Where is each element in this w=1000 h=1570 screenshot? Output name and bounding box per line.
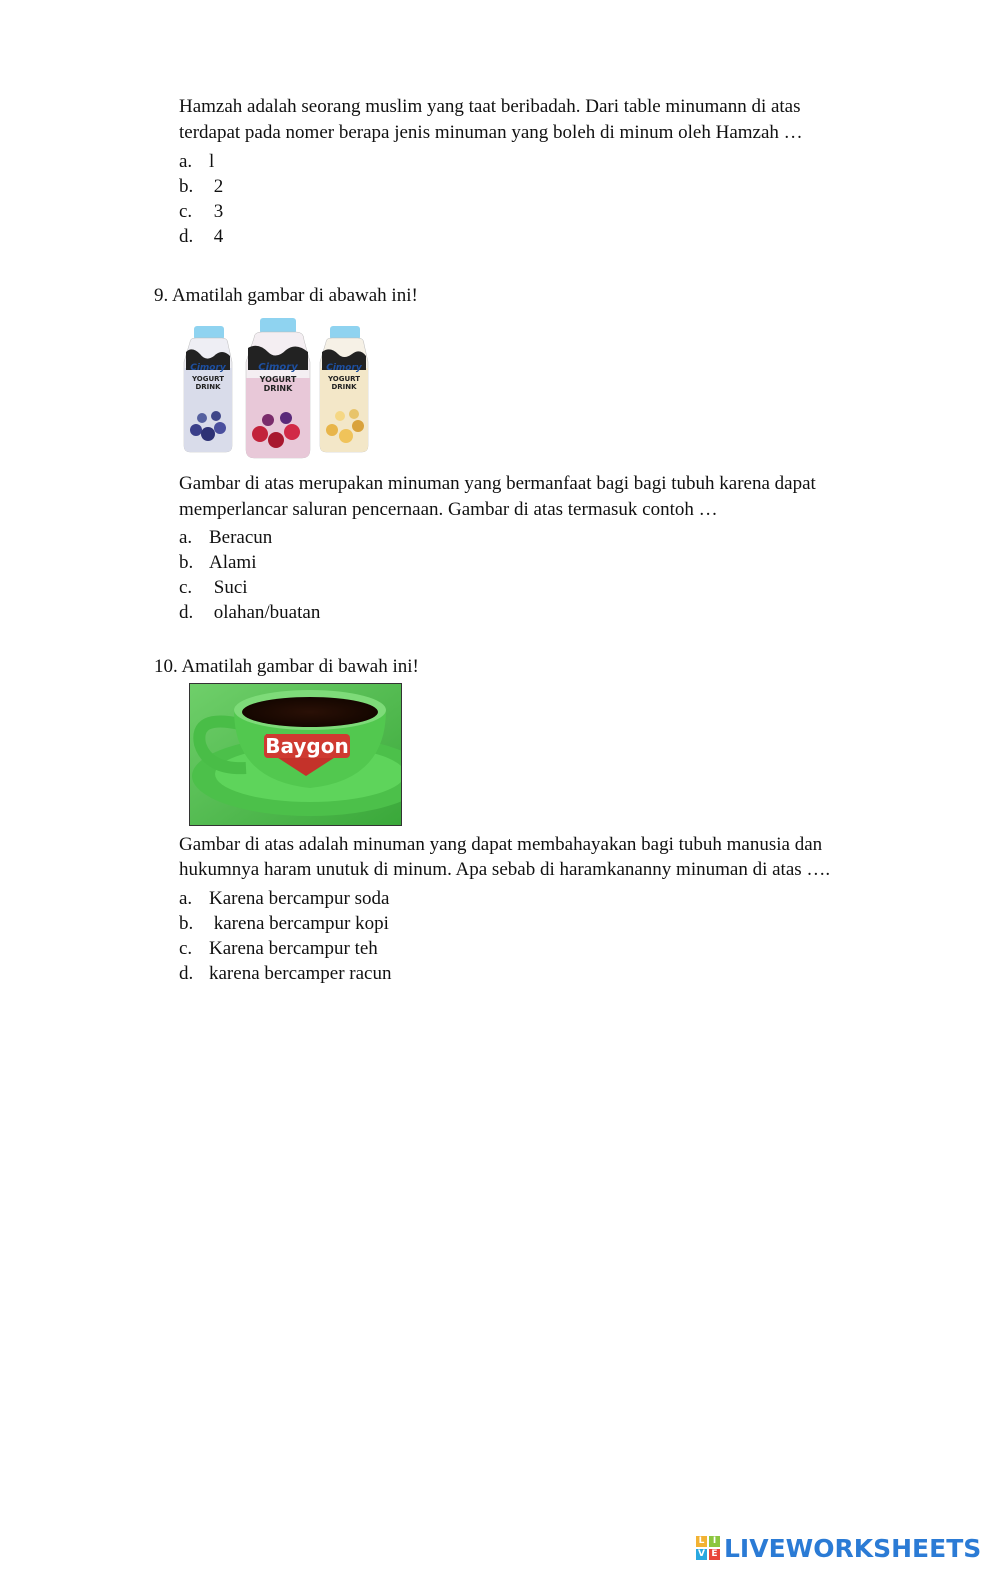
option-text: Alami <box>209 552 257 573</box>
svg-text:DRINK: DRINK <box>195 383 221 391</box>
q9-option-a[interactable] <box>179 525 272 550</box>
option-text: l <box>209 151 215 172</box>
baygon-cup-image <box>189 683 402 826</box>
baygon-cup-illustration <box>190 684 401 825</box>
option-text: Beracun <box>209 527 273 548</box>
option-letter: b. <box>179 176 194 197</box>
yogurt-bottle-honey <box>320 326 368 452</box>
yogurt-bottle-blueberry <box>184 326 232 452</box>
svg-text:YOGURT: YOGURT <box>327 375 361 383</box>
q10-option-d[interactable] <box>179 961 392 986</box>
svg-text:DRINK: DRINK <box>263 384 293 393</box>
q8-text-line2: terdapat pada nomer berapa jenis minuman yang boleh di minum oleh Hamzah … <box>179 122 803 143</box>
option-text: olahan/buatan <box>209 602 321 623</box>
option-letter: c. <box>179 201 193 222</box>
q9-heading: 9. Amatilah gambar di abawah ini! <box>154 285 418 306</box>
svg-text:Cimory: Cimory <box>258 362 298 373</box>
option-text: karena bercamper racun <box>209 963 392 984</box>
q10-text-line2: hukumnya haram unutuk di minum. Apa sebab di haramkananny minuman di atas …. <box>179 859 831 880</box>
yogurt-bottle-mixed-berry <box>246 318 310 458</box>
q8-option-a[interactable] <box>179 149 214 174</box>
option-text: Suci <box>209 577 248 598</box>
q8-option-c[interactable] <box>179 199 223 224</box>
q10-text-line1: Gambar di atas adalah minuman yang dapat membahayakan bagi tubuh manusia dan <box>179 834 823 855</box>
option-text: Karena bercampur teh <box>209 938 378 959</box>
q9-option-c[interactable] <box>179 575 248 600</box>
svg-text:Baygon: Baygon <box>265 734 349 758</box>
svg-text:Cimory: Cimory <box>190 363 226 373</box>
q10-option-a[interactable] <box>179 886 389 911</box>
q8-text-line1: Hamzah adalah seorang muslim yang taat beribadah. Dari table minumann di atas <box>179 96 801 117</box>
q9-option-b[interactable] <box>179 550 257 575</box>
option-text: Karena bercampur soda <box>209 888 390 909</box>
liveworksheets-logo-icon: L I V E <box>696 1536 720 1560</box>
yogurt-bottles-image <box>180 318 380 460</box>
option-letter: d. <box>179 963 194 984</box>
svg-text:YOGURT: YOGURT <box>259 375 297 384</box>
q8-option-b[interactable] <box>179 174 223 199</box>
liveworksheets-logo-text: LIVEWORKSHEETS <box>724 1533 982 1563</box>
svg-text:DRINK: DRINK <box>331 383 357 391</box>
option-letter: d. <box>179 226 194 247</box>
option-text: karena bercampur kopi <box>209 913 389 934</box>
option-letter: a. <box>179 527 193 548</box>
q8-option-d[interactable] <box>179 224 223 249</box>
svg-text:YOGURT: YOGURT <box>191 375 225 383</box>
option-letter: b. <box>179 552 194 573</box>
q9-option-d[interactable] <box>179 600 320 625</box>
option-text: 4 <box>209 226 224 247</box>
q10-heading: 10. Amatilah gambar di bawah ini! <box>154 656 419 677</box>
option-letter: c. <box>179 577 193 598</box>
option-letter: c. <box>179 938 193 959</box>
option-letter: a. <box>179 151 193 172</box>
option-text: 2 <box>209 176 224 197</box>
svg-text:Cimory: Cimory <box>326 363 362 373</box>
option-letter: b. <box>179 913 194 934</box>
liveworksheets-logo[interactable] <box>696 1531 981 1565</box>
option-letter: d. <box>179 602 194 623</box>
option-text: 3 <box>209 201 224 222</box>
q10-option-b[interactable] <box>179 911 389 936</box>
option-letter: a. <box>179 888 193 909</box>
q9-text-line2: memperlancar saluran pencernaan. Gambar di atas termasuk contoh … <box>179 499 718 520</box>
yogurt-bottles-illustration <box>180 318 380 460</box>
q9-text-line1: Gambar di atas merupakan minuman yang bermanfaat bagi bagi tubuh karena dapat <box>179 473 816 494</box>
q10-option-c[interactable] <box>179 936 378 961</box>
